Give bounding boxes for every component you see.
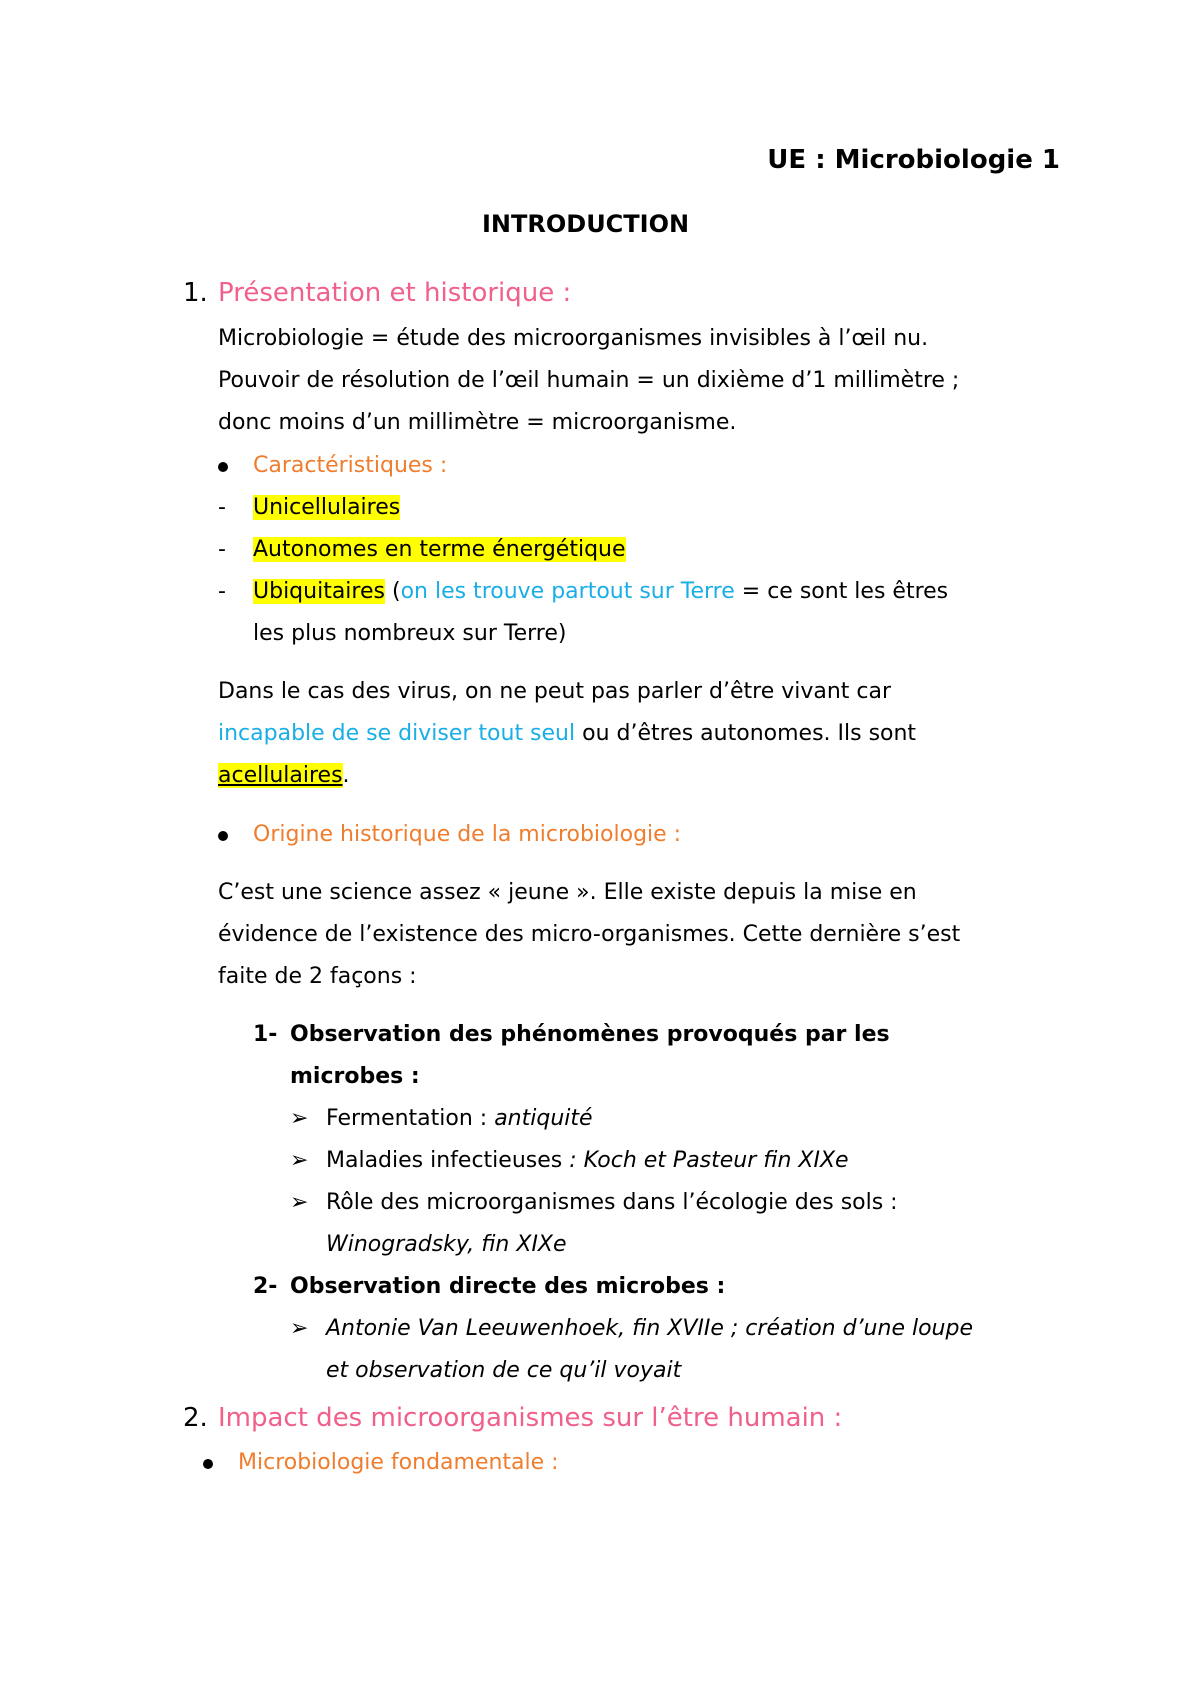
plain-text: Fermentation :: [326, 1106, 495, 1131]
paragraph-line: donc moins d’un millimètre = microorganisme.: [218, 410, 737, 435]
caracteristiques-heading: Caractéristiques :: [253, 453, 448, 478]
paragraph-line: C’est une science assez « jeune ». Elle existe depuis la mise en: [218, 880, 917, 905]
arrow-bullet-icon: ➢: [290, 1106, 309, 1131]
list-item: [253, 581, 948, 603]
paragraph-line: [218, 765, 350, 787]
section-1-heading: Présentation et historique :: [218, 278, 572, 308]
dash-bullet: -: [218, 537, 226, 562]
paragraph-line: faite de 2 façons :: [218, 964, 417, 989]
dash-bullet: -: [218, 579, 226, 604]
page-title: INTRODUCTION: [482, 210, 690, 238]
arrow-bullet-icon: ➢: [290, 1148, 309, 1173]
italic-text: : Koch et Pasteur fin XIXe: [569, 1148, 849, 1173]
bullet-dot-icon: [203, 1459, 213, 1469]
observation-1-number: 1-: [253, 1022, 278, 1047]
section-1-number: 1.: [183, 278, 208, 308]
observation-1-title-continuation: microbes :: [290, 1064, 420, 1089]
paragraph-line: [218, 723, 916, 745]
microbiologie-fondamentale-heading: Microbiologie fondamentale :: [238, 1450, 559, 1475]
paragraph-line: évidence de l’existence des micro-organismes. Cette dernière s’est: [218, 922, 961, 947]
observation-item-continuation: Winogradsky, fin XIXe: [326, 1232, 567, 1257]
list-item: [253, 539, 626, 561]
observation-2-number: 2-: [253, 1274, 278, 1299]
observation-item-continuation: et observation de ce qu’il voyait: [326, 1358, 682, 1383]
observation-item: [326, 1108, 593, 1130]
plain-text: ou d’êtres autonomes. Ils sont: [575, 721, 917, 746]
observation-2-title: Observation directe des microbes :: [290, 1274, 726, 1299]
list-item-continuation: les plus nombreux sur Terre): [253, 621, 567, 646]
bullet-dot-icon: [218, 462, 228, 472]
origine-heading: Origine historique de la microbiologie :: [253, 822, 682, 847]
paragraph-line: Microbiologie = étude des microorganismes invisibles à l’œil nu.: [218, 326, 929, 351]
blue-text: incapable de se diviser tout seul: [218, 721, 576, 746]
course-header: UE : Microbiologie 1: [767, 145, 1060, 175]
italic-text: antiquité: [494, 1106, 593, 1131]
list-item: [253, 497, 400, 519]
observation-item: Antonie Van Leeuwenhoek, fin XVIIe ; création d’une loupe: [326, 1316, 973, 1341]
paragraph-line: Pouvoir de résolution de l’œil humain = un dixième d’1 millimètre ;: [218, 368, 960, 393]
arrow-bullet-icon: ➢: [290, 1316, 309, 1341]
paren-text: (: [384, 579, 401, 604]
bullet-dot-icon: [218, 831, 228, 841]
section-2-heading: Impact des microorganismes sur l’être humain :: [218, 1403, 843, 1433]
paragraph-line: Dans le cas des virus, on ne peut pas parler d’être vivant car: [218, 679, 892, 704]
arrow-bullet-icon: ➢: [290, 1190, 309, 1215]
plain-text: .: [342, 763, 350, 788]
plain-text: = ce sont les êtres: [734, 579, 949, 604]
observation-1-title: Observation des phénomènes provoqués par les: [290, 1022, 890, 1047]
observation-item: [326, 1150, 849, 1172]
highlighted-underlined-text: acellulaires: [218, 763, 343, 788]
observation-item: Rôle des microorganismes dans l’écologie des sols :: [326, 1190, 898, 1215]
section-2-number: 2.: [183, 1403, 208, 1433]
highlighted-text: Unicellulaires: [253, 495, 401, 520]
highlighted-text: Ubiquitaires: [253, 579, 385, 604]
highlighted-text: Autonomes en terme énergétique: [253, 537, 626, 562]
dash-bullet: -: [218, 495, 226, 520]
blue-text: on les trouve partout sur Terre: [400, 579, 735, 604]
plain-text: Maladies infectieuses: [326, 1148, 570, 1173]
